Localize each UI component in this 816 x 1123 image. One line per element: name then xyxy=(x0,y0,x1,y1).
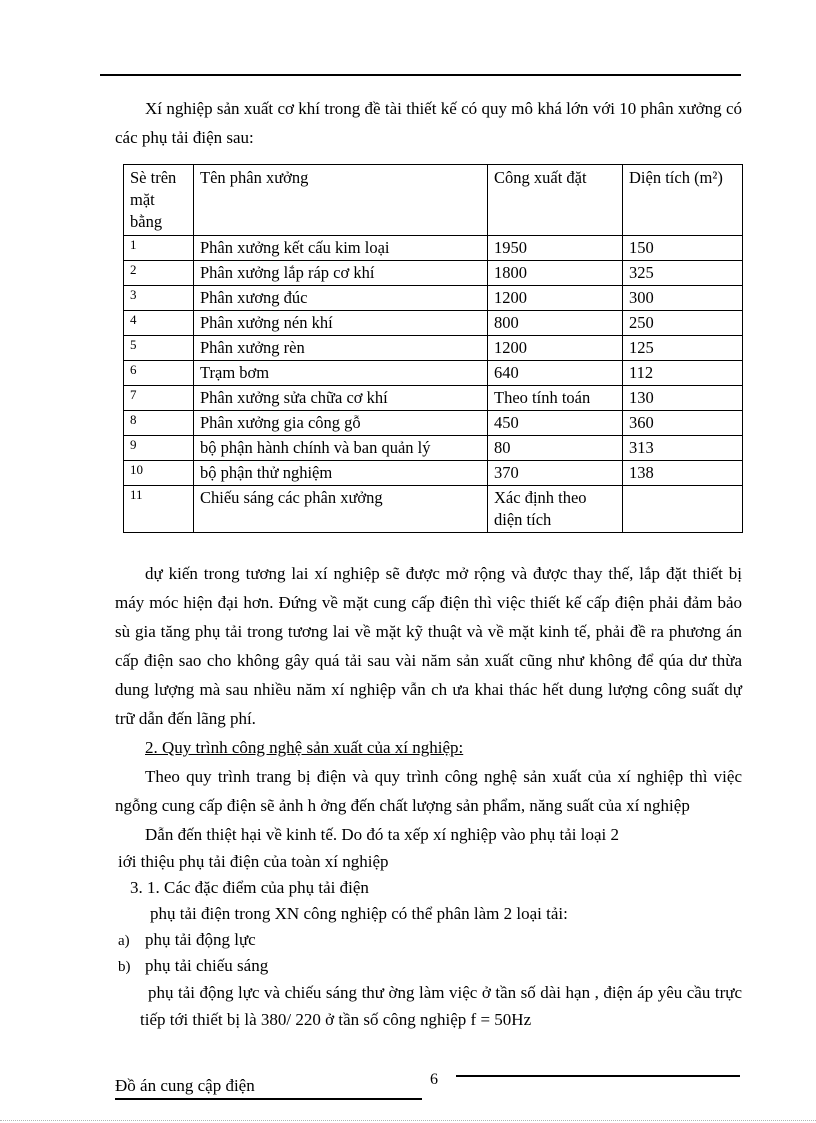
table-cell: Phân xưởng gia công gỗ xyxy=(194,411,488,436)
table-row xyxy=(124,386,743,411)
table-cell: 360 xyxy=(623,411,743,436)
table-cell: 1950 xyxy=(488,236,623,261)
table-row xyxy=(124,336,743,361)
row-number-cell: 3 xyxy=(124,286,194,311)
list-item-a xyxy=(115,927,742,953)
table-row xyxy=(124,461,743,486)
table-cell: Phân xưởng rèn xyxy=(194,336,488,361)
table-cell: 125 xyxy=(623,336,743,361)
table-cell: Chiếu sáng các phân xưởng xyxy=(194,486,488,533)
row-number-cell: 8 xyxy=(124,411,194,436)
row-number-cell: 2 xyxy=(124,261,194,286)
list-marker-b: b) xyxy=(118,959,131,975)
row-number-cell: 9 xyxy=(124,436,194,461)
row-number-cell: 10 xyxy=(124,461,194,486)
para-load-types: phụ tải điện trong XN công nghiệp có thể phân làm 2 loại tải: xyxy=(150,904,568,923)
table-row xyxy=(124,236,743,261)
table-cell: Phân xưởng lắp ráp cơ khí xyxy=(194,261,488,286)
list-item-b xyxy=(115,953,742,979)
row-number-cell: 6 xyxy=(124,361,194,386)
table-cell: Theo tính toán xyxy=(488,386,623,411)
section-heading-process: 2. Quy trình công nghệ sản xuất của xí nghiệp: xyxy=(145,738,464,757)
table-cell: 800 xyxy=(488,311,623,336)
table-cell: Phân xưởng kết cấu kim loại xyxy=(194,236,488,261)
page-content xyxy=(115,94,742,1033)
list-marker-a: a) xyxy=(118,933,130,949)
table-cell: 370 xyxy=(488,461,623,486)
para-load-introduction: iới thiệu phụ tải điện của toàn xí nghiệp xyxy=(118,852,389,871)
workshop-load-table xyxy=(123,164,743,533)
workshop-table-body xyxy=(124,236,743,533)
table-cell: 640 xyxy=(488,361,623,386)
table-cell: 80 xyxy=(488,436,623,461)
para-process: Theo quy trình trang bị điện và quy trình công nghệ sản xuất của xí nghiệp thì việc ngỗng cung cấp điện sẽ ảnh h ởng đến chất lượng sản phẩm, năng suất của xí nghiệp xyxy=(115,767,742,815)
table-cell xyxy=(623,486,743,533)
table-cell: Xác định theo diện tích xyxy=(488,486,623,533)
list-text-b: phụ tải chiếu sáng xyxy=(145,956,269,975)
header-installed-power: Công xuất đặt xyxy=(488,165,623,236)
para-future-expansion: dự kiến trong tương lai xí nghiệp sẽ được mở rộng và được thay thế, lắp đặt thiết bị máy móc hiện đại hơn. Đứng về mặt cung cấp điện thì việc thiết kế cấp điện phải đảm bảo sù gia tăng phụ tải trong tương lai về mặt kỹ thuật và về mặt kinh tế, phải đề ra phương án cấp điện sao cho không gây quá tải sau vài năm sản xuất cũng như không để qúa dư thừa dung lượng mà sau nhiều năm xí nghiệp vẫn ch ưa khai thác hết dung lượng công suất dự trữ dẫn đến lãng phí. xyxy=(115,564,742,728)
table-row xyxy=(124,411,743,436)
header-number-on-plan: Sè trên mặt bằng xyxy=(124,165,194,236)
table-cell: 300 xyxy=(623,286,743,311)
page-bottom-edge xyxy=(0,1120,816,1121)
table-header xyxy=(124,165,743,236)
table-cell: bộ phận hành chính và ban quản lý xyxy=(194,436,488,461)
row-number-cell: 11 xyxy=(124,486,194,533)
table-cell: 112 xyxy=(623,361,743,386)
table-cell: Trạm bơm xyxy=(194,361,488,386)
table-cell: Phân xương đúc xyxy=(194,286,488,311)
table-cell: Phân xưởng sửa chữa cơ khí xyxy=(194,386,488,411)
footer-document-title: Đồ án cung cập điện xyxy=(115,1076,255,1095)
para-frequency: phụ tải động lực và chiếu sáng thư ờng làm việc ở tần số dài hạn , điện áp yêu cầu trực tiếp tới thiết bị là 380/ 220 ở tần số công nghiệp f = 50Hz xyxy=(140,983,742,1029)
table-row xyxy=(124,286,743,311)
table-cell: 138 xyxy=(623,461,743,486)
row-number-cell: 5 xyxy=(124,336,194,361)
header-workshop-name: Tên phân xưởng xyxy=(194,165,488,236)
table-row xyxy=(124,261,743,286)
table-header-row xyxy=(124,165,743,236)
table-cell: 325 xyxy=(623,261,743,286)
top-rule xyxy=(100,74,741,76)
para-economic-damage: Dẫn đến thiệt hại về kinh tế. Do đó ta xếp xí nghiệp vào phụ tải loại 2 xyxy=(145,825,619,844)
table-cell: 1800 xyxy=(488,261,623,286)
list-text-a: phụ tải động lực xyxy=(145,930,256,949)
table-row xyxy=(124,311,743,336)
table-cell: 313 xyxy=(623,436,743,461)
page-number: 6 xyxy=(430,1071,438,1088)
table-cell: 1200 xyxy=(488,286,623,311)
table-cell: Phân xưởng nén khí xyxy=(194,311,488,336)
header-area: Diện tích (m²) xyxy=(623,165,743,236)
footer-rule-right xyxy=(456,1075,740,1077)
table-row xyxy=(124,486,743,533)
table-row xyxy=(124,436,743,461)
table-cell: 130 xyxy=(623,386,743,411)
row-number-cell: 1 xyxy=(124,236,194,261)
table-cell: 150 xyxy=(623,236,743,261)
table-row xyxy=(124,361,743,386)
table-cell: 250 xyxy=(623,311,743,336)
footer-rule-left xyxy=(115,1098,422,1100)
intro-paragraph: Xí nghiệp sản xuất cơ khí trong đề tài thiết kế có quy mô khá lớn với 10 phân xưởng có các phụ tải điện sau: xyxy=(115,99,742,147)
table-cell: bộ phận thử nghiệm xyxy=(194,461,488,486)
table-cell: 1200 xyxy=(488,336,623,361)
row-number-cell: 7 xyxy=(124,386,194,411)
row-number-cell: 4 xyxy=(124,311,194,336)
heading-load-features: 3. 1. Các đặc điểm của phụ tải điện xyxy=(130,878,369,897)
table-cell: 450 xyxy=(488,411,623,436)
